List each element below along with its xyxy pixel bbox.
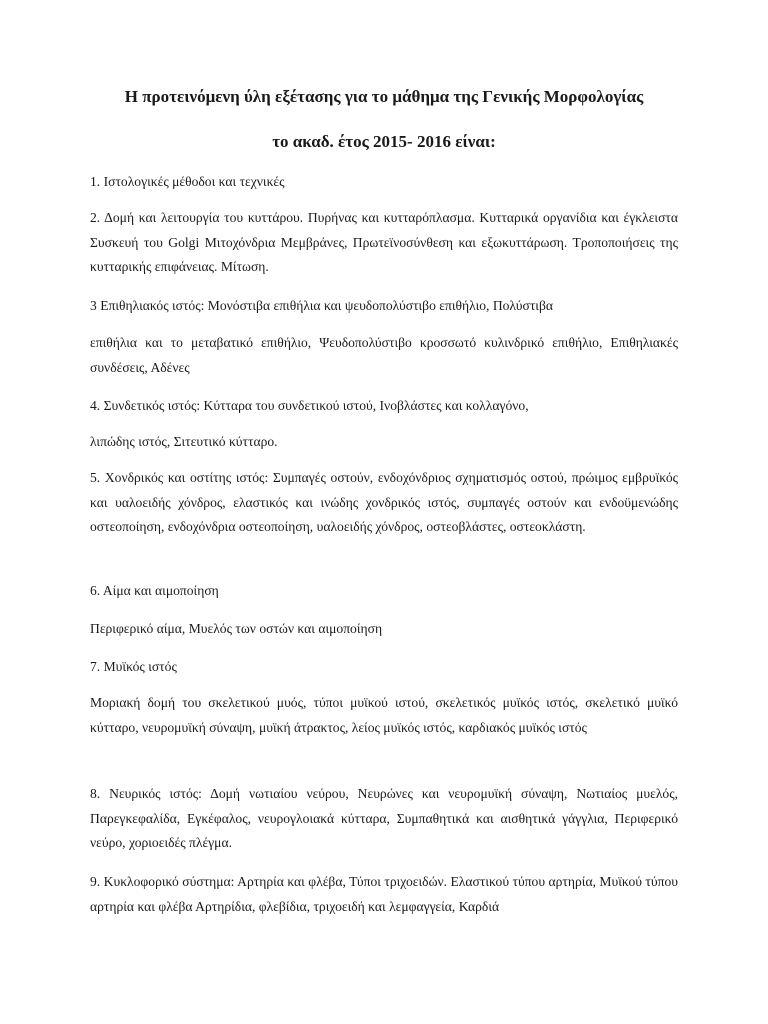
paragraph-10: 7. Μυϊκός ιστός — [90, 659, 177, 674]
paragraph-11: Μοριακή δομή του σκελετικού μυός, τύποι μυϊκού ιστού, σκελετικός μυϊκός ιστός, σκελετικό μυϊκό κύτταρο, νευρομυϊκή σύναψη, μυϊκή άτρακτος, λείος μυϊκός ιστός, καρδιακός μυϊκός ιστός — [90, 695, 678, 735]
document-title-line-1: Η προτεινόμενη ύλη εξέτασης για το μάθημα της Γενικής Μορφολογίας — [124, 87, 644, 106]
paragraph-9: Περιφερικό αίμα, Μυελός των οστών και αιμοποίηση — [90, 621, 383, 636]
paragraph-1: 1. Ιστολογικές μέθοδοι και τεχνικές — [90, 174, 285, 189]
paragraph-7: 5. Χονδρικός και οστίτης ιστός: Συμπαγές οστούν, ενδοχόνδριος σχηματισμός οστού, πρώιμος εμβρυϊκός και υαλοειδής χόνδρος, ελαστικός και ινώδης χονδρικός ιστός, συμπαγές οστούν και ενδοϋμενώδης οστεοποίηση, ενδοχόνδρια οστεοποίηση, υαλοειδής χόνδρος, οστεοβλάστες, οστεοκλάστη. — [90, 470, 678, 534]
document-title-line-2: το ακαδ. έτος 2015- 2016 είναι: — [272, 132, 496, 151]
paragraph-13: 9. Κυκλοφορικό σύστημα: Αρτηρία και φλέβα, Τύποι τριχοειδών. Ελαστικού τύπου αρτηρία, Μυϊκού τύπου αρτηρία και φλέβα Αρτηρίδια, φλεβίδια, τριχοειδή και λεμφαγγεία, Καρδιά — [90, 874, 678, 914]
paragraph-3: 3 Επιθηλιακός ιστός: Μονόστιβα επιθήλια και ψευδοπολύστιβο επιθήλιο, Πολύστιβα — [90, 298, 553, 313]
paragraph-5: 4. Συνδετικός ιστός: Κύτταρα του συνδετικού ιστού, Ινοβλάστες και κολλαγόνο, — [90, 398, 529, 413]
paragraph-2: 2. Δομή και λειτουργία του κυττάρου. Πυρήνας και κυτταρόπλασμα. Κυτταρικά οργανίδια και έγκλειστα Συσκευή του Golgi Μιτοχόνδρια Μεμβράνες, Πρωτεϊνοσύνθεση και εξωκυττάρωση. Τροποποιήσεις της κυτταρικής επιφάνειας. Μίτωση. — [90, 210, 678, 274]
paragraph-12: 8. Νευρικός ιστός: Δομή νωτιαίου νεύρου, Νευρώνες και νευρομυϊκή σύναψη, Νωτιαίος μυελός, Παρεγκεφαλίδα, Εγκέφαλος, νευρογλοιακά κύτταρα, Συμπαθητικά και αισθητικά γάγγλια, Περιφερικό νεύρο, χοριοειδές πλέγμα. — [90, 786, 678, 850]
paragraph-8: 6. Αίμα και αιμοποίηση — [90, 583, 219, 598]
paragraph-4: επιθήλια και το μεταβατικό επιθήλιο, Ψευδοπολύστιβο κροσσωτό κυλινδρικό επιθήλιο, Επιθηλιακές συνδέσεις, Αδένες — [90, 335, 678, 375]
paragraph-6: λιπώδης ιστός, Σιτευτικό κύτταρο. — [90, 434, 278, 449]
